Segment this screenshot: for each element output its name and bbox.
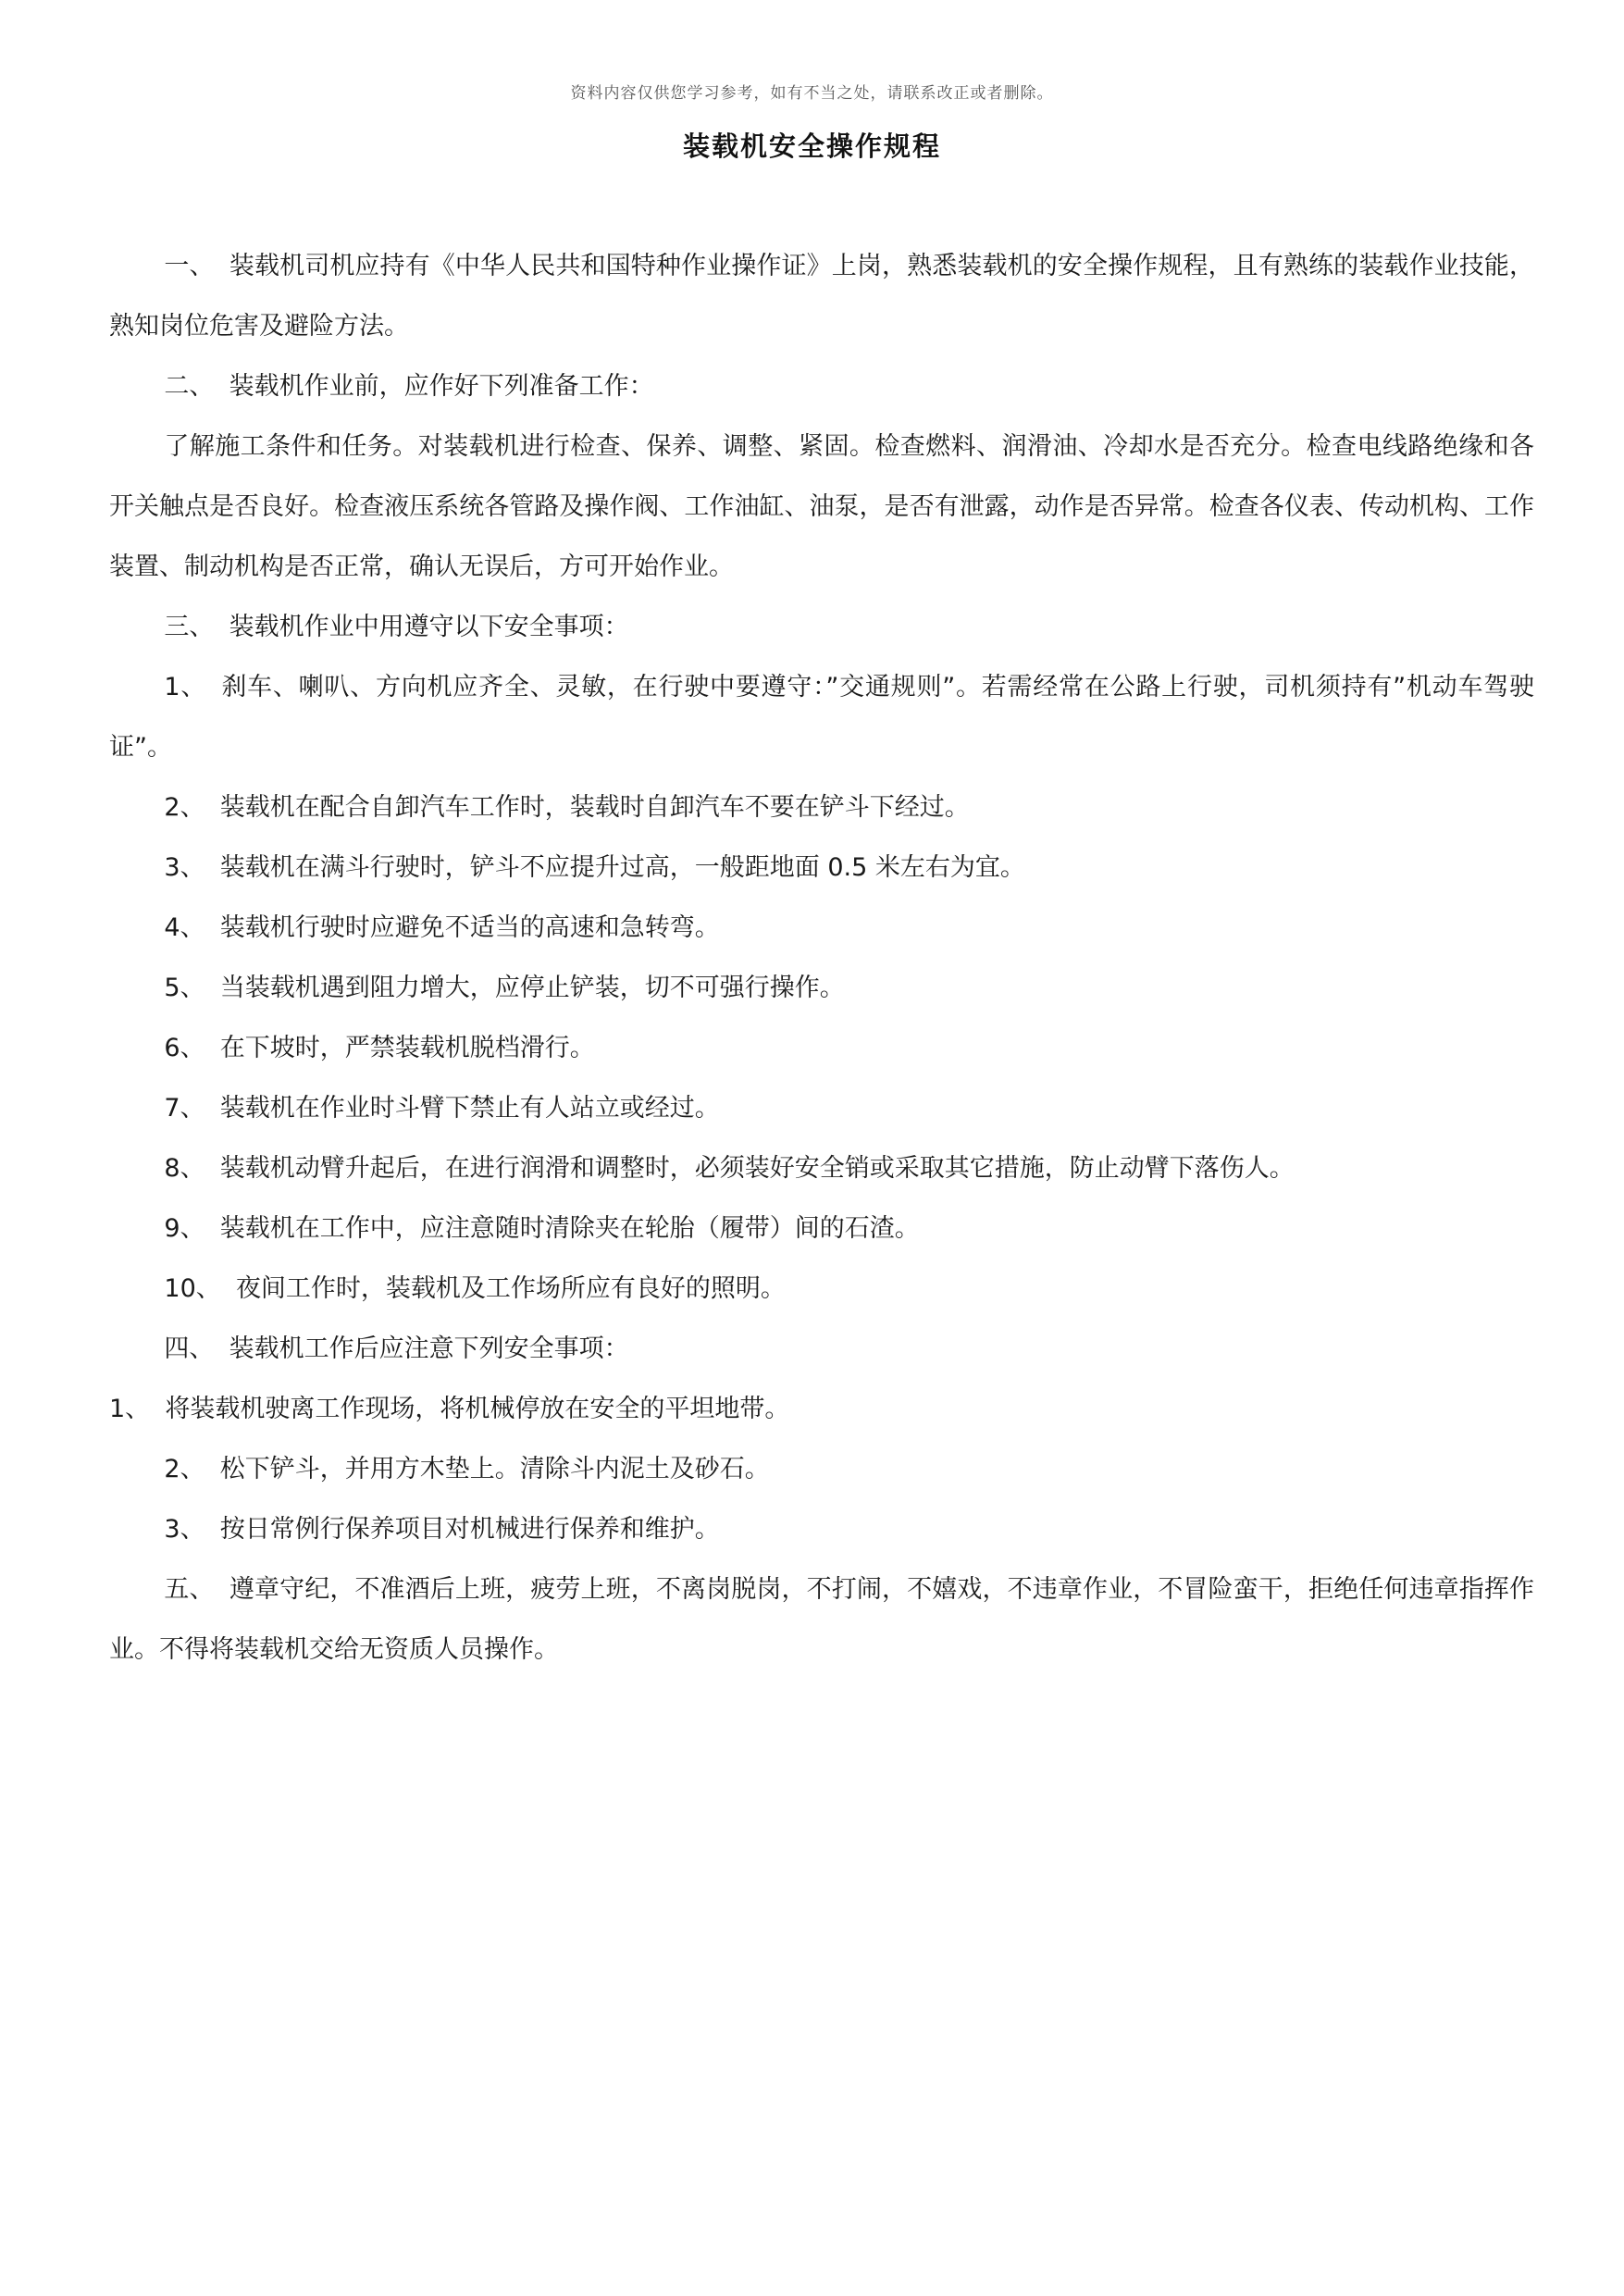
paragraph (109, 1499, 1534, 1559)
paragraph-number: 8、 (164, 1154, 205, 1183)
paragraph (109, 1138, 1534, 1198)
paragraph-number: 五、 (164, 1575, 215, 1604)
paragraph (109, 1018, 1534, 1078)
paragraph (109, 597, 1534, 657)
paragraph-number: 9、 (164, 1214, 205, 1243)
paragraph-text: 将装载机驶离工作现场，将机械停放在安全的平坦地带。 (165, 1395, 790, 1423)
paragraph (109, 777, 1534, 838)
paragraph (109, 1198, 1534, 1259)
paragraph-text: 松下铲斗，并用方木垫上。清除斗内泥土及砂石。 (219, 1455, 770, 1483)
paragraph-text: 刹车、喇叭、方向机应齐全、灵敏，在行驶中要遵守：”交通规则”。若需经常在公路上行驶，司机须持有”机动车驾驶证”。 (109, 673, 1534, 762)
paragraph-number: 三、 (164, 613, 215, 641)
paragraph-text: 按日常例行保养项目对机械进行保养和维护。 (219, 1515, 720, 1544)
paragraph-text: 装载机作业中用遵守以下安全事项： (229, 613, 629, 641)
paragraph-text: 装载机在作业时斗臂下禁止有人站立或经过。 (219, 1094, 720, 1123)
paragraph (109, 898, 1534, 958)
paragraph-text: 了解施工条件和任务。对装载机进行检查、保养、调整、紧固。检查燃料、润滑油、冷却水是否充分。检查电线路绝缘和各开关触点是否良好。检查液压系统各管路及操作阀、工作油缸、油泵，是否有泄露，动作是否异常。检查各仪表、传动机构、工作装置、制动机构是否正常，确认无误后，方可开始作业。 (109, 432, 1534, 581)
paragraph-number: 四、 (164, 1334, 215, 1363)
paragraph-text: 装载机司机应持有《中华人民共和国特种作业操作证》上岗，熟悉装载机的安全操作规程，且有熟练的装载作业技能，熟知岗位危害及避险方法。 (109, 252, 1535, 341)
paragraph (109, 1439, 1534, 1499)
paragraph-text: 装载机工作后应注意下列安全事项： (229, 1334, 629, 1363)
paragraph-number: 2、 (164, 793, 205, 822)
paragraph-number: 3、 (164, 1515, 205, 1544)
document-body (109, 236, 1534, 1680)
paragraph (109, 236, 1534, 356)
paragraph-text: 装载机作业前，应作好下列准备工作： (229, 372, 654, 401)
paragraph-number: 二、 (164, 372, 215, 401)
paragraph (109, 1078, 1534, 1138)
paragraph-number: 4、 (164, 913, 205, 942)
paragraph-text: 遵章守纪，不准酒后上班，疲劳上班，不离岗脱岗，不打闹，不嬉戏，不违章作业，不冒险蛮干，拒绝任何违章指挥作业。不得将装载机交给无资质人员操作。 (109, 1575, 1535, 1664)
paragraph-number: 1、 (109, 1395, 151, 1423)
paragraph (109, 1559, 1534, 1680)
paragraph (109, 356, 1534, 416)
paragraph-number: 3、 (164, 853, 205, 882)
paragraph (109, 838, 1534, 898)
paragraph-text: 装载机在工作中，应注意随时清除夹在轮胎（履带）间的石渣。 (219, 1214, 920, 1243)
document-title: 装载机安全操作规程 (682, 130, 941, 162)
paragraph-number: 7、 (164, 1094, 205, 1123)
paragraph-number: 10、 (164, 1274, 221, 1303)
paragraph-text: 在下坡时，严禁装载机脱档滑行。 (219, 1034, 595, 1062)
paragraph-text: 装载机在配合自卸汽车工作时，装载时自卸汽车不要在铲斗下经过。 (219, 793, 970, 822)
paragraph-number: 2、 (164, 1455, 205, 1483)
paragraph-number: 一、 (164, 252, 215, 280)
paragraph-text: 当装载机遇到阻力增大，应停止铲装，切不可强行操作。 (219, 974, 845, 1002)
paragraph-text: 装载机行驶时应避免不适当的高速和急转弯。 (219, 913, 720, 942)
paragraph (109, 958, 1534, 1018)
paragraph-text: 装载机动臂升起后，在进行润滑和调整时，必须装好安全销或采取其它措施，防止动臂下落伤人。 (219, 1154, 1295, 1183)
paragraph (109, 1319, 1534, 1379)
paragraph (109, 657, 1534, 777)
paragraph-text: 装载机在满斗行驶时，铲斗不应提升过高，一般距地面 0.5 米左右为宜。 (219, 853, 1025, 882)
header-disclaimer: 资料内容仅供您学习参考，如有不当之处，请联系改正或者删除。 (570, 84, 1054, 103)
paragraph (109, 1259, 1534, 1319)
paragraph-number: 1、 (164, 673, 207, 701)
paragraph (109, 416, 1534, 597)
paragraph-number: 5、 (164, 974, 205, 1002)
paragraph-text: 夜间工作时，装载机及工作场所应有良好的照明。 (235, 1274, 786, 1303)
paragraph-number: 6、 (164, 1034, 205, 1062)
paragraph (109, 1379, 1534, 1439)
